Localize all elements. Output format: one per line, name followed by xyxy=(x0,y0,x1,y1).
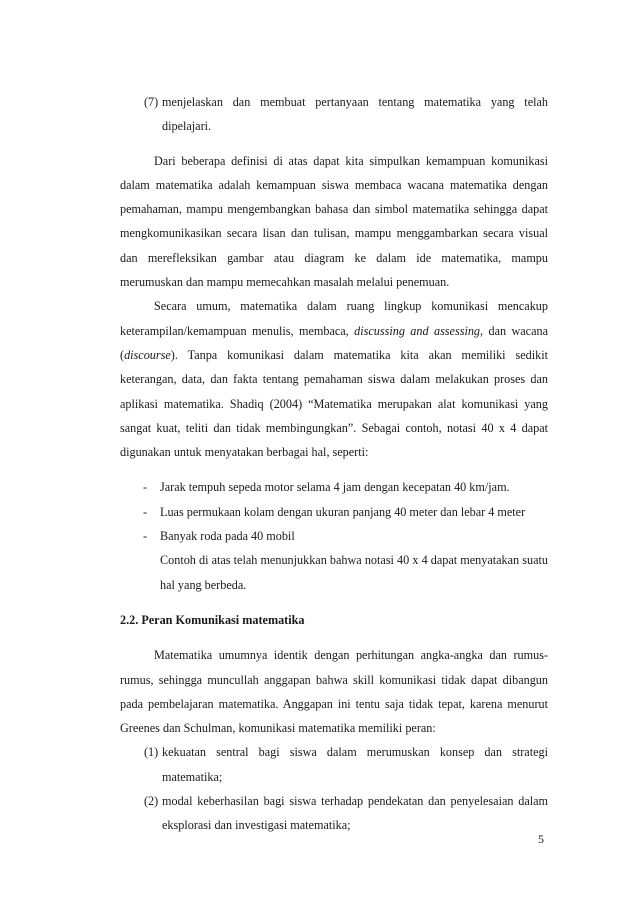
paragraph: Dari beberapa definisi di atas dapat kita simpulkan kemampuan komunikasi dalam matematika adalah kemampuan siswa membaca wacana matematika dengan pemahaman, mampu mengembangkan bahasa dan simbol matematika sehingga dapat mengkomunikasikan secara lisan dan tulisan, mampu menggambarkan secara visual dan merefleksikan gambar atau diagram ke dalam ide matematika, mampu merumuskan dan mampu memecahkan masalah melalui penemuan. xyxy=(120,153,548,290)
list-item-number: (2) xyxy=(144,794,159,809)
spacer xyxy=(120,464,548,475)
list-item-text: modal keberhasilan bagi siswa terhadap pendekatan dan penyelesaian dalam eksplorasi dan investigasi matematika; xyxy=(162,794,548,833)
text-run: , dan wacana ( xyxy=(120,323,548,362)
bullet-text: Jarak tempuh sepeda motor selama 4 jam dengan kecepatan 40 km/jam. xyxy=(160,480,510,495)
bullet-dash: - xyxy=(143,504,148,519)
bullet-text: Banyak roda pada 40 mobil xyxy=(160,529,295,544)
list-item xyxy=(120,90,548,139)
italic-term: discourse xyxy=(124,347,171,362)
text-run: Secara umum, matematika dalam ruang lingkup komunikasi mencakup keterampilan/kemampuan menulis, membaca, xyxy=(120,299,548,338)
text-run: ). Tanpa komunikasi dalam matematika kita akan memiliki sedikit keterangan, data, dan fakta tentang pemahaman siswa dalam melakukan proses dan aplikasi matematika. Shadiq (2004) “Matematika merupakan alat komunikasi yang sangat kuat, teliti dan tidak membingungkan”. Sebagai contoh, notasi 40 x 4 dapat digunakan untuk menyatakan berbagai hal, seperti: xyxy=(120,347,548,460)
list-item-text: kekuatan sentral bagi siswa dalam merumuskan konsep dan strategi matematika; xyxy=(162,745,548,784)
list-item-text: menjelaskan dan membuat pertanyaan tentang matematika yang telah dipelajari. xyxy=(162,95,548,134)
spacer xyxy=(120,632,548,643)
bullet-item xyxy=(120,524,548,548)
bullet-item xyxy=(120,475,548,499)
spacer xyxy=(120,597,548,608)
list-item xyxy=(120,740,548,789)
page-number: 5 xyxy=(538,832,544,846)
bullet-dash: - xyxy=(143,529,148,544)
italic-term: discussing and assessing xyxy=(354,323,481,338)
paragraph: Matematika umumnya identik dengan perhitungan angka-angka dan rumus-rumus, sehingga muncullah anggapan bahwa skill komunikasi tidak dapat dibangun pada pembelajaran matematika. Anggapan ini tentu saja tidak tepat, karena menurut Greenes dan Schulman, komunikasi matematika memiliki peran: xyxy=(120,648,548,736)
example-note: Contoh di atas telah menunjukkan bahwa notasi 40 x 4 dapat menyatakan suatu hal yang berbeda. xyxy=(160,553,548,592)
bullet-dash: - xyxy=(143,480,148,495)
list-item-number: (1) xyxy=(144,745,159,760)
spacer xyxy=(120,139,548,149)
list-item xyxy=(120,789,548,838)
bullet-item xyxy=(120,500,548,524)
bullet-text: Luas permukaan kolam dengan ukuran panjang 40 meter dan lebar 4 meter xyxy=(160,504,526,519)
list-item-number: (7) xyxy=(144,95,159,109)
paragraph xyxy=(120,294,548,464)
page-content xyxy=(120,90,548,838)
section-heading: 2.2. Peran Komunikasi matematika xyxy=(120,612,305,627)
